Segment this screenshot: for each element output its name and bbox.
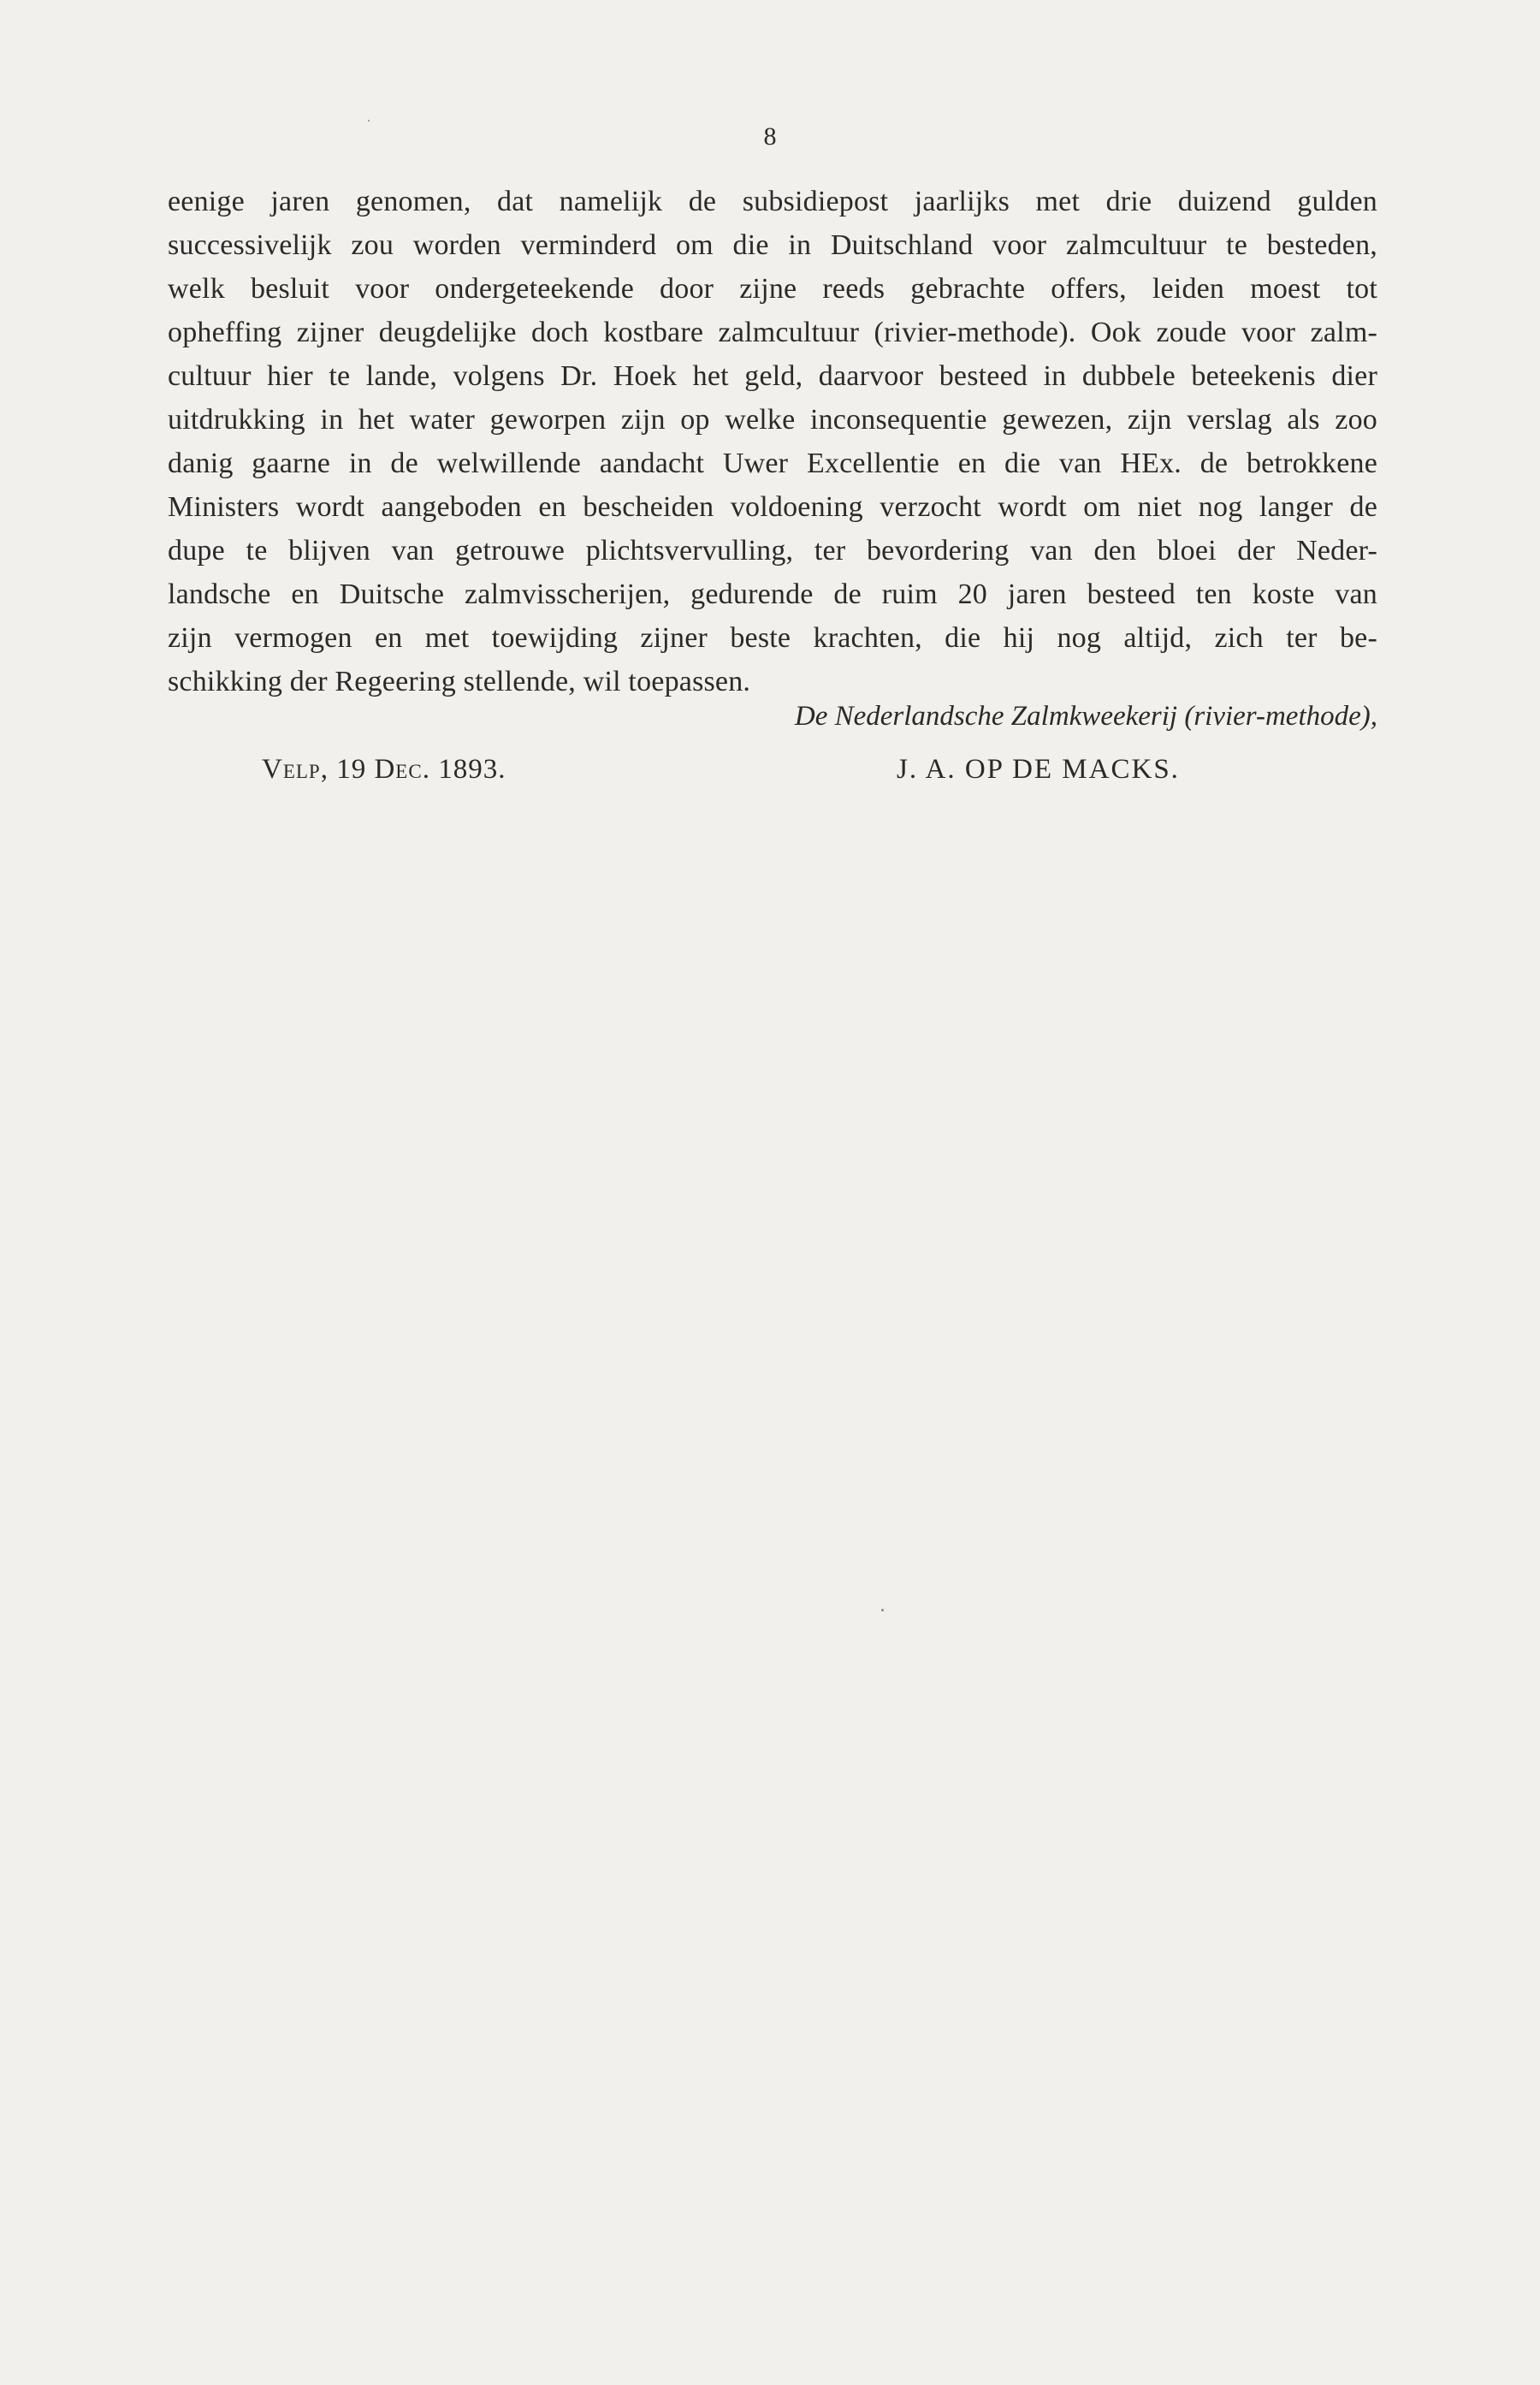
body-line: successivelijk zou worden verminderd om die in Duitschland voor zalmcultuur te besteden, [168, 229, 1377, 261]
paper-speck [881, 1609, 884, 1611]
body-text [168, 180, 1377, 703]
body-line: dupe te blijven van getrouwe plichtsvervulling, ter bevordering van den bloei der Neder- [168, 535, 1377, 567]
place-date: Velp, 19 Dec. 1893. [262, 754, 506, 785]
body-line: landsche en Duitsche zalmvisscherijen, gedurende de ruim 20 jaren besteed ten koste van [168, 578, 1377, 610]
page-number: 8 [763, 122, 777, 151]
body-line: welk besluit voor ondergeteekende door zijne reeds gebrachte offers, leiden moest tot [168, 273, 1377, 305]
body-line-last: schikking der Regeering stellende, wil toepassen. [168, 666, 751, 697]
paper-speck [368, 120, 370, 122]
body-line: eenige jaren genomen, dat namelijk de subsidiepost jaarlijks met drie duizend gulden [168, 186, 1377, 217]
body-line: danig gaarne in de welwillende aandacht Uwer Excellentie en die van HEx. de betrokkene [168, 448, 1377, 479]
signature-name: J. A. OP DE MACKS. [897, 754, 1180, 785]
signature-organization: De Nederlandsche Zalmkweekerij (rivier-methode), [794, 701, 1377, 732]
body-line: zijn vermogen en met toewijding zijner beste krachten, die hij nog altijd, zich ter be- [168, 622, 1377, 654]
body-line: cultuur hier te lande, volgens Dr. Hoek het geld, daarvoor besteed in dubbele beteekenis dier [168, 360, 1377, 392]
body-line: Ministers wordt aangeboden en bescheiden voldoening verzocht wordt om niet nog langer de [168, 491, 1377, 523]
body-line: uitdrukking in het water geworpen zijn op welke inconsequentie gewezen, zijn verslag als zoo [168, 404, 1377, 436]
body-line: opheffing zijner deugdelijke doch kostbare zalmcultuur (rivier-methode). Ook zoude voor zalm- [168, 317, 1377, 348]
